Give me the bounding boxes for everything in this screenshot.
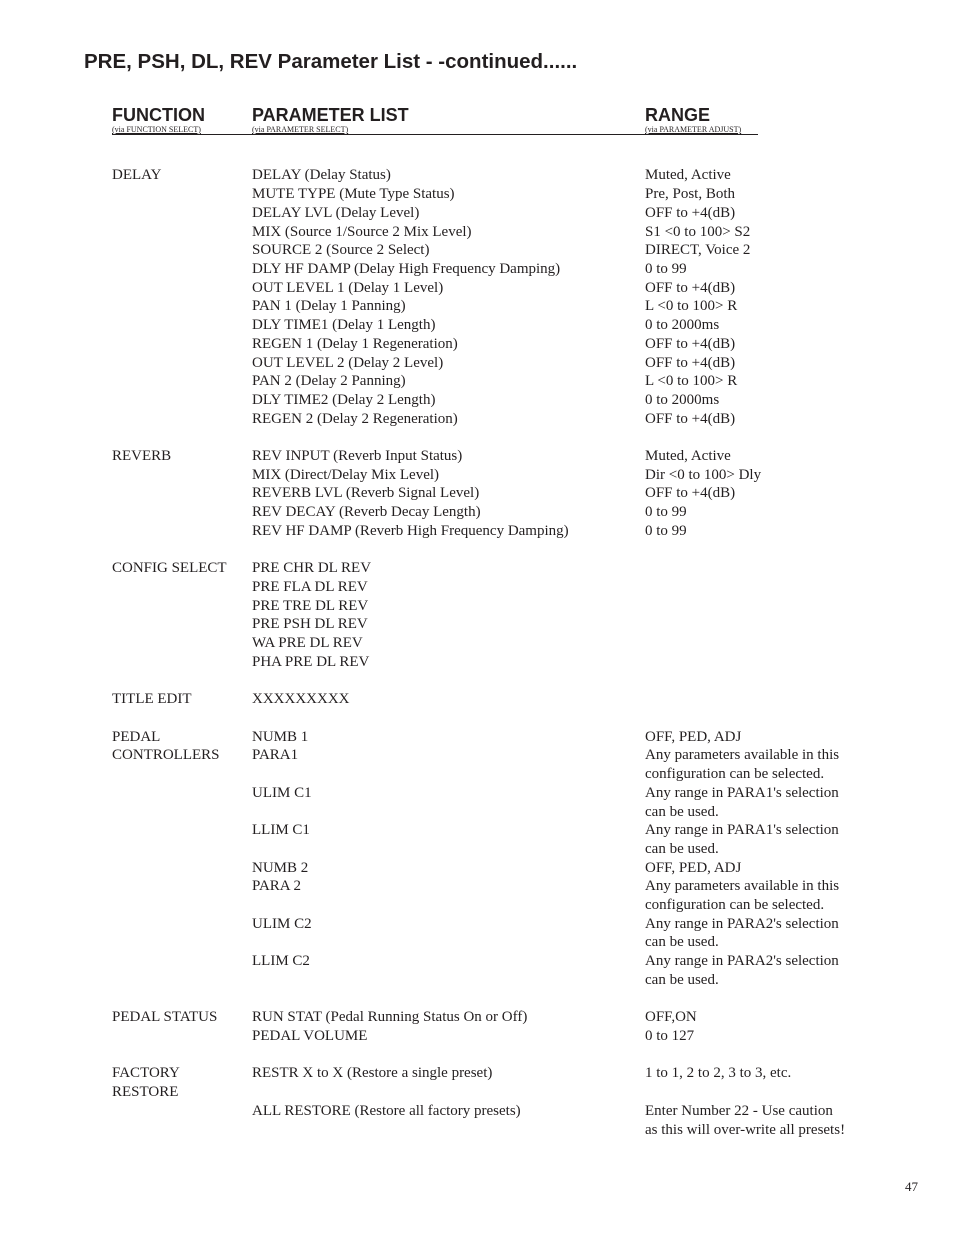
function-cell: FACTORY <box>112 1065 180 1081</box>
table-row <box>0 746 954 765</box>
range-column-subheader: (via PARAMETER ADJUST) <box>645 125 742 134</box>
range-cell: configuration can be selected. <box>645 897 825 913</box>
range-cell: can be used. <box>645 972 719 988</box>
range-cell: OFF to +4(dB) <box>645 355 736 371</box>
parameter-cell: ULIM C1 <box>252 785 312 801</box>
parameter-cell: ALL RESTORE (Restore all factory presets) <box>252 1103 521 1119</box>
parameter-cell: SOURCE 2 (Source 2 Select) <box>252 242 430 258</box>
parameter-cell: XXXXXXXXX <box>252 691 350 707</box>
range-cell: Muted, Active <box>645 167 731 183</box>
function-column-header: FUNCTION <box>112 105 205 125</box>
table-row <box>0 877 954 896</box>
table-row <box>0 765 954 784</box>
range-cell: 0 to 99 <box>645 261 687 277</box>
function-cell: DELAY <box>112 167 162 183</box>
parameter-cell: REGEN 2 (Delay 2 Regeneration) <box>252 411 458 427</box>
range-cell: OFF to +4(dB) <box>645 205 736 221</box>
range-cell: Any parameters available in this <box>645 747 840 763</box>
range-cell: S1 <0 to 100> S2 <box>645 224 751 240</box>
range-cell: can be used. <box>645 934 719 950</box>
parameter-cell: WA PRE DL REV <box>252 635 363 651</box>
table-row <box>0 372 954 391</box>
range-cell: 0 to 99 <box>645 523 687 539</box>
parameter-cell: NUMB 2 <box>252 860 309 876</box>
table-row <box>0 316 954 335</box>
parameter-cell: DELAY LVL (Delay Level) <box>252 205 420 221</box>
table-row <box>0 185 954 204</box>
function-cell: CONFIG SELECT <box>112 560 227 576</box>
range-cell: OFF,ON <box>645 1009 697 1025</box>
parameter-cell: PRE CHR DL REV <box>252 560 372 576</box>
table-row <box>0 1008 954 1027</box>
table-row <box>0 634 954 653</box>
range-cell: Any range in PARA2's selection <box>645 953 839 969</box>
table-row <box>0 728 954 747</box>
range-cell: DIRECT, Voice 2 <box>645 242 751 258</box>
parameter-cell: PARA 2 <box>252 878 302 894</box>
table-row <box>0 803 954 822</box>
table-row <box>0 522 954 541</box>
table-row <box>0 653 954 672</box>
table-row <box>0 859 954 878</box>
table-row <box>0 559 954 578</box>
parameter-cell: OUT LEVEL 2 (Delay 2 Level) <box>252 355 444 371</box>
parameter-column-subheader: (via PARAMETER SELECT) <box>252 125 349 134</box>
range-cell: OFF to +4(dB) <box>645 411 736 427</box>
function-cell: REVERB <box>112 448 172 464</box>
parameter-cell: DLY TIME1 (Delay 1 Length) <box>252 317 436 333</box>
parameter-cell: DLY HF DAMP (Delay High Frequency Damping) <box>252 261 561 277</box>
range-cell: 0 to 2000ms <box>645 317 720 333</box>
table-row <box>0 915 954 934</box>
parameter-cell: PEDAL VOLUME <box>252 1028 368 1044</box>
parameter-cell: REV HF DAMP (Reverb High Frequency Damping) <box>252 523 569 539</box>
parameter-cell: RESTR X to X (Restore a single preset) <box>252 1065 493 1081</box>
parameter-cell: LLIM C1 <box>252 822 310 838</box>
range-cell: configuration can be selected. <box>645 766 825 782</box>
table-row <box>0 166 954 185</box>
table-row <box>0 204 954 223</box>
parameter-cell: PARA1 <box>252 747 299 763</box>
table-row <box>0 223 954 242</box>
range-cell: Any range in PARA2's selection <box>645 916 839 932</box>
parameter-cell: MIX (Direct/Delay Mix Level) <box>252 467 440 483</box>
table-row <box>0 354 954 373</box>
range-cell: Muted, Active <box>645 448 731 464</box>
function-column-subheader: (via FUNCTION SELECT) <box>112 125 201 134</box>
table-row <box>0 971 954 990</box>
parameter-cell: PHA PRE DL REV <box>252 654 370 670</box>
parameter-cell: MIX (Source 1/Source 2 Mix Level) <box>252 224 472 240</box>
table-row <box>0 297 954 316</box>
page-number: 47 <box>905 1179 918 1194</box>
range-cell: as this will over-write all presets! <box>645 1122 846 1138</box>
table-row <box>0 241 954 260</box>
range-cell: 0 to 127 <box>645 1028 695 1044</box>
range-cell: can be used. <box>645 841 719 857</box>
table-row <box>0 279 954 298</box>
range-cell: Any range in PARA1's selection <box>645 785 839 801</box>
parameter-cell: REV DECAY (Reverb Decay Length) <box>252 504 481 520</box>
range-cell: Any range in PARA1's selection <box>645 822 839 838</box>
parameter-cell: ULIM C2 <box>252 916 312 932</box>
parameter-cell: PRE TRE DL REV <box>252 598 369 614</box>
table-row <box>0 952 954 971</box>
table-row <box>0 391 954 410</box>
table-row <box>0 821 954 840</box>
table-row <box>0 896 954 915</box>
table-row <box>0 784 954 803</box>
range-cell: OFF, PED, ADJ <box>645 729 742 745</box>
range-cell: L <0 to 100> R <box>645 298 738 314</box>
table-row <box>0 484 954 503</box>
range-cell: Enter Number 22 - Use caution <box>645 1103 833 1119</box>
parameter-cell: DLY TIME2 (Delay 2 Length) <box>252 392 436 408</box>
function-cell: CONTROLLERS <box>112 747 220 763</box>
parameter-cell: PRE FLA DL REV <box>252 579 368 595</box>
function-cell: TITLE EDIT <box>112 691 192 707</box>
function-cell: PEDAL STATUS <box>112 1009 218 1025</box>
table-row <box>0 447 954 466</box>
parameter-cell: PRE PSH DL REV <box>252 616 368 632</box>
parameter-cell: REV INPUT (Reverb Input Status) <box>252 448 463 464</box>
range-cell: 0 to 2000ms <box>645 392 720 408</box>
table-row <box>0 335 954 354</box>
range-cell: Dir <0 to 100> Dly <box>645 467 762 483</box>
table-row <box>0 410 954 429</box>
table-row <box>0 690 954 709</box>
function-cell: PEDAL <box>112 729 161 745</box>
parameter-cell: DELAY (Delay Status) <box>252 167 391 183</box>
parameter-cell: LLIM C2 <box>252 953 310 969</box>
range-cell: L <0 to 100> R <box>645 373 738 389</box>
parameter-column-header: PARAMETER LIST <box>252 105 409 125</box>
range-cell: OFF to +4(dB) <box>645 336 736 352</box>
table-row <box>0 578 954 597</box>
range-cell: Any parameters available in this <box>645 878 840 894</box>
table-row <box>0 597 954 616</box>
table-row <box>0 503 954 522</box>
parameter-cell: MUTE TYPE (Mute Type Status) <box>252 186 455 202</box>
range-cell: 1 to 1, 2 to 2, 3 to 3, etc. <box>645 1065 792 1081</box>
function-cell: RESTORE <box>112 1084 179 1100</box>
parameter-cell: NUMB 1 <box>252 729 309 745</box>
page-title: PRE, PSH, DL, REV Parameter List - -continued...... <box>84 50 578 73</box>
table-row <box>0 840 954 859</box>
parameter-cell: REVERB LVL (Reverb Signal Level) <box>252 485 480 501</box>
table-row <box>0 1027 954 1046</box>
range-cell: OFF to +4(dB) <box>645 485 736 501</box>
table-row <box>0 1083 954 1102</box>
parameter-cell: OUT LEVEL 1 (Delay 1 Level) <box>252 280 444 296</box>
table-row <box>0 1102 954 1121</box>
table-row <box>0 1064 954 1083</box>
table-row <box>0 933 954 952</box>
header-rule <box>112 134 758 135</box>
range-cell: 0 to 99 <box>645 504 687 520</box>
parameter-cell: REGEN 1 (Delay 1 Regeneration) <box>252 336 458 352</box>
table-row <box>0 1121 954 1140</box>
parameter-cell: PAN 1 (Delay 1 Panning) <box>252 298 406 314</box>
table-row <box>0 615 954 634</box>
range-cell: OFF to +4(dB) <box>645 280 736 296</box>
parameter-cell: PAN 2 (Delay 2 Panning) <box>252 373 406 389</box>
parameter-cell: RUN STAT (Pedal Running Status On or Off) <box>252 1009 528 1025</box>
range-cell: can be used. <box>645 804 719 820</box>
table-row <box>0 260 954 279</box>
range-column-header: RANGE <box>645 105 711 125</box>
table-row <box>0 466 954 485</box>
range-cell: OFF, PED, ADJ <box>645 860 742 876</box>
range-cell: Pre, Post, Both <box>645 186 736 202</box>
